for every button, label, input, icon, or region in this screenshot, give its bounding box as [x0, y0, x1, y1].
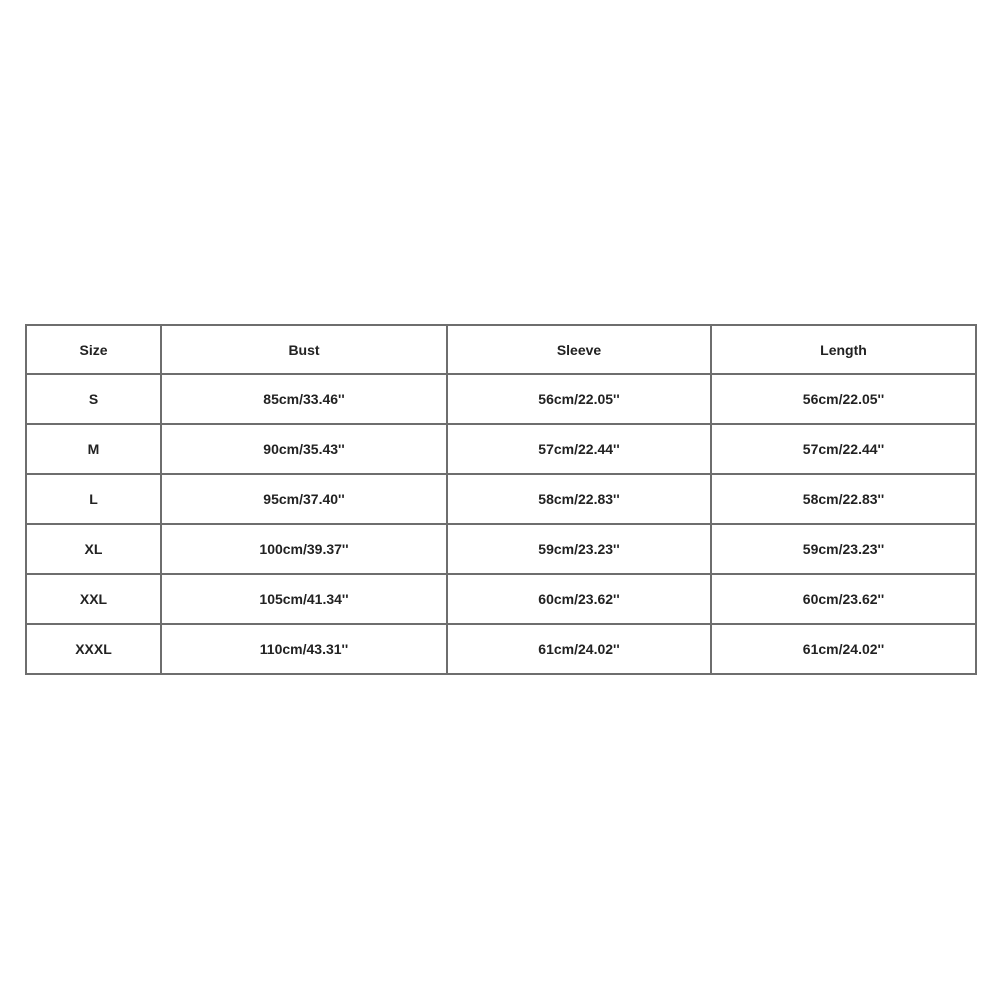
cell-bust: 100cm/39.37'' [161, 524, 447, 574]
cell-sleeve: 61cm/24.02'' [447, 624, 711, 674]
cell-sleeve: 56cm/22.05'' [447, 374, 711, 424]
cell-size: XXL [26, 574, 161, 624]
cell-length: 57cm/22.44'' [711, 424, 976, 474]
cell-size: XL [26, 524, 161, 574]
cell-size: S [26, 374, 161, 424]
cell-bust: 95cm/37.40'' [161, 474, 447, 524]
cell-bust: 90cm/35.43'' [161, 424, 447, 474]
table-row [26, 424, 976, 474]
table-row [26, 374, 976, 424]
cell-size: L [26, 474, 161, 524]
table-row [26, 524, 976, 574]
cell-bust: 110cm/43.31'' [161, 624, 447, 674]
cell-length: 59cm/23.23'' [711, 524, 976, 574]
header-length: Length [711, 325, 976, 374]
cell-sleeve: 59cm/23.23'' [447, 524, 711, 574]
table-row [26, 574, 976, 624]
header-size: Size [26, 325, 161, 374]
table-row [26, 474, 976, 524]
cell-bust: 105cm/41.34'' [161, 574, 447, 624]
cell-sleeve: 60cm/23.62'' [447, 574, 711, 624]
cell-length: 60cm/23.62'' [711, 574, 976, 624]
cell-sleeve: 57cm/22.44'' [447, 424, 711, 474]
header-sleeve: Sleeve [447, 325, 711, 374]
cell-length: 58cm/22.83'' [711, 474, 976, 524]
cell-sleeve: 58cm/22.83'' [447, 474, 711, 524]
size-chart-table [25, 324, 977, 675]
cell-size: XXXL [26, 624, 161, 674]
cell-length: 56cm/22.05'' [711, 374, 976, 424]
cell-bust: 85cm/33.46'' [161, 374, 447, 424]
cell-size: M [26, 424, 161, 474]
header-bust: Bust [161, 325, 447, 374]
table-row [26, 624, 976, 674]
table-header-row [26, 325, 976, 374]
cell-length: 61cm/24.02'' [711, 624, 976, 674]
